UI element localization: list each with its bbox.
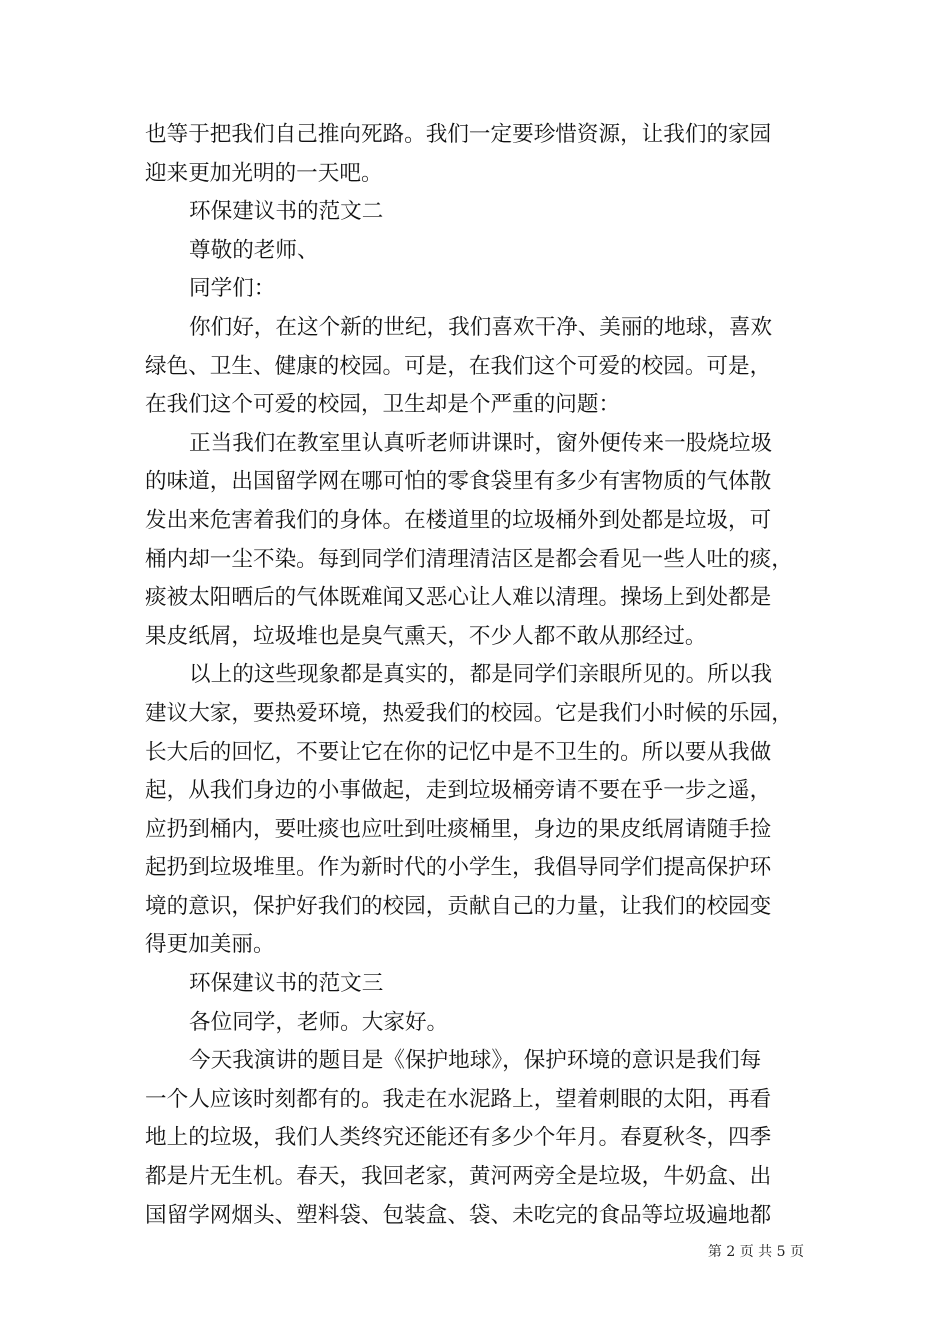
text-line: 得更加美丽。 bbox=[145, 932, 275, 958]
section-heading: 环保建议书的范文二 bbox=[189, 199, 384, 225]
paragraph-start: 正当我们在教室里认真听老师讲课时，窗外便传来一股烧垃圾 bbox=[189, 430, 773, 456]
text-line: 迎来更加光明的一天吧。 bbox=[145, 160, 383, 186]
text-line: 桶内却一尘不染。每到同学们清理清洁区是都会看见一些人吐的痰， bbox=[145, 546, 793, 572]
text-line: 应扔到桶内，要吐痰也应吐到吐痰桶里，身边的果皮纸屑请随手捡 bbox=[145, 816, 772, 842]
text-line: 境的意识，保护好我们的校园，贡献自己的力量，让我们的校园变 bbox=[145, 893, 772, 919]
text-line: 发出来危害着我们的身体。在楼道里的垃圾桶外到处都是垃圾，可 bbox=[145, 507, 772, 533]
section-heading: 环保建议书的范文三 bbox=[189, 971, 384, 997]
text-line: 也等于把我们自己推向死路。我们一定要珍惜资源，让我们的家园 bbox=[145, 122, 772, 147]
text-line: 地上的垃圾，我们人类终究还能还有多少个年月。春夏秋冬，四季 bbox=[145, 1125, 772, 1151]
paragraph-start: 今天我演讲的题目是《保护地球》，保护环境的意识是我们每 bbox=[189, 1048, 762, 1074]
text-line: 绿色、卫生、健康的校园。可是，在我们这个可爱的校园。可是， bbox=[145, 353, 772, 379]
page-number: 第 2 页 共 5 页 bbox=[707, 1244, 804, 1260]
text-line: 建议大家，要热爱环境，热爱我们的校园。它是我们小时候的乐园， bbox=[145, 700, 793, 726]
salutation: 同学们： bbox=[189, 276, 276, 302]
paragraph-start: 以上的这些现象都是真实的，都是同学们亲眼所见的。所以我 bbox=[189, 662, 773, 688]
text-line: 长大后的回忆，不要让它在你的记忆中是不卫生的。所以要从我做 bbox=[145, 739, 772, 765]
text-line: 国留学网烟头、塑料袋、包装盒、袋、未吃完的食品等垃圾遍地都 bbox=[145, 1202, 772, 1228]
text-line: 一个人应该时刻都有的。我走在水泥路上，望着刺眼的太阳，再看 bbox=[145, 1086, 772, 1112]
text-line: 起扔到垃圾堆里。作为新时代的小学生，我倡导同学们提高保护环 bbox=[145, 855, 772, 881]
text-line: 在我们这个可爱的校园，卫生却是个严重的问题： bbox=[145, 392, 621, 418]
salutation: 尊敬的老师、 bbox=[189, 237, 319, 263]
text-line: 果皮纸屑，垃圾堆也是臭气熏天，不少人都不敢从那经过。 bbox=[145, 623, 707, 649]
text-line: 都是片无生机。春天，我回老家，黄河两旁全是垃圾，牛奶盒、出 bbox=[145, 1164, 772, 1190]
document-body bbox=[145, 116, 809, 1235]
text-line: 痰被太阳晒后的气体既难闻又恶心让人难以清理。操场上到处都是 bbox=[145, 585, 772, 611]
salutation: 各位同学，老师。大家好。 bbox=[189, 1009, 449, 1035]
text-line: 的味道，出国留学网在哪可怕的零食袋里有多少有害物质的气体散 bbox=[145, 469, 772, 495]
text-line: 起，从我们身边的小事做起，走到垃圾桶旁请不要在乎一步之遥， bbox=[145, 778, 772, 804]
paragraph-start: 你们好，在这个新的世纪，我们喜欢干净、美丽的地球，喜欢 bbox=[189, 314, 773, 340]
